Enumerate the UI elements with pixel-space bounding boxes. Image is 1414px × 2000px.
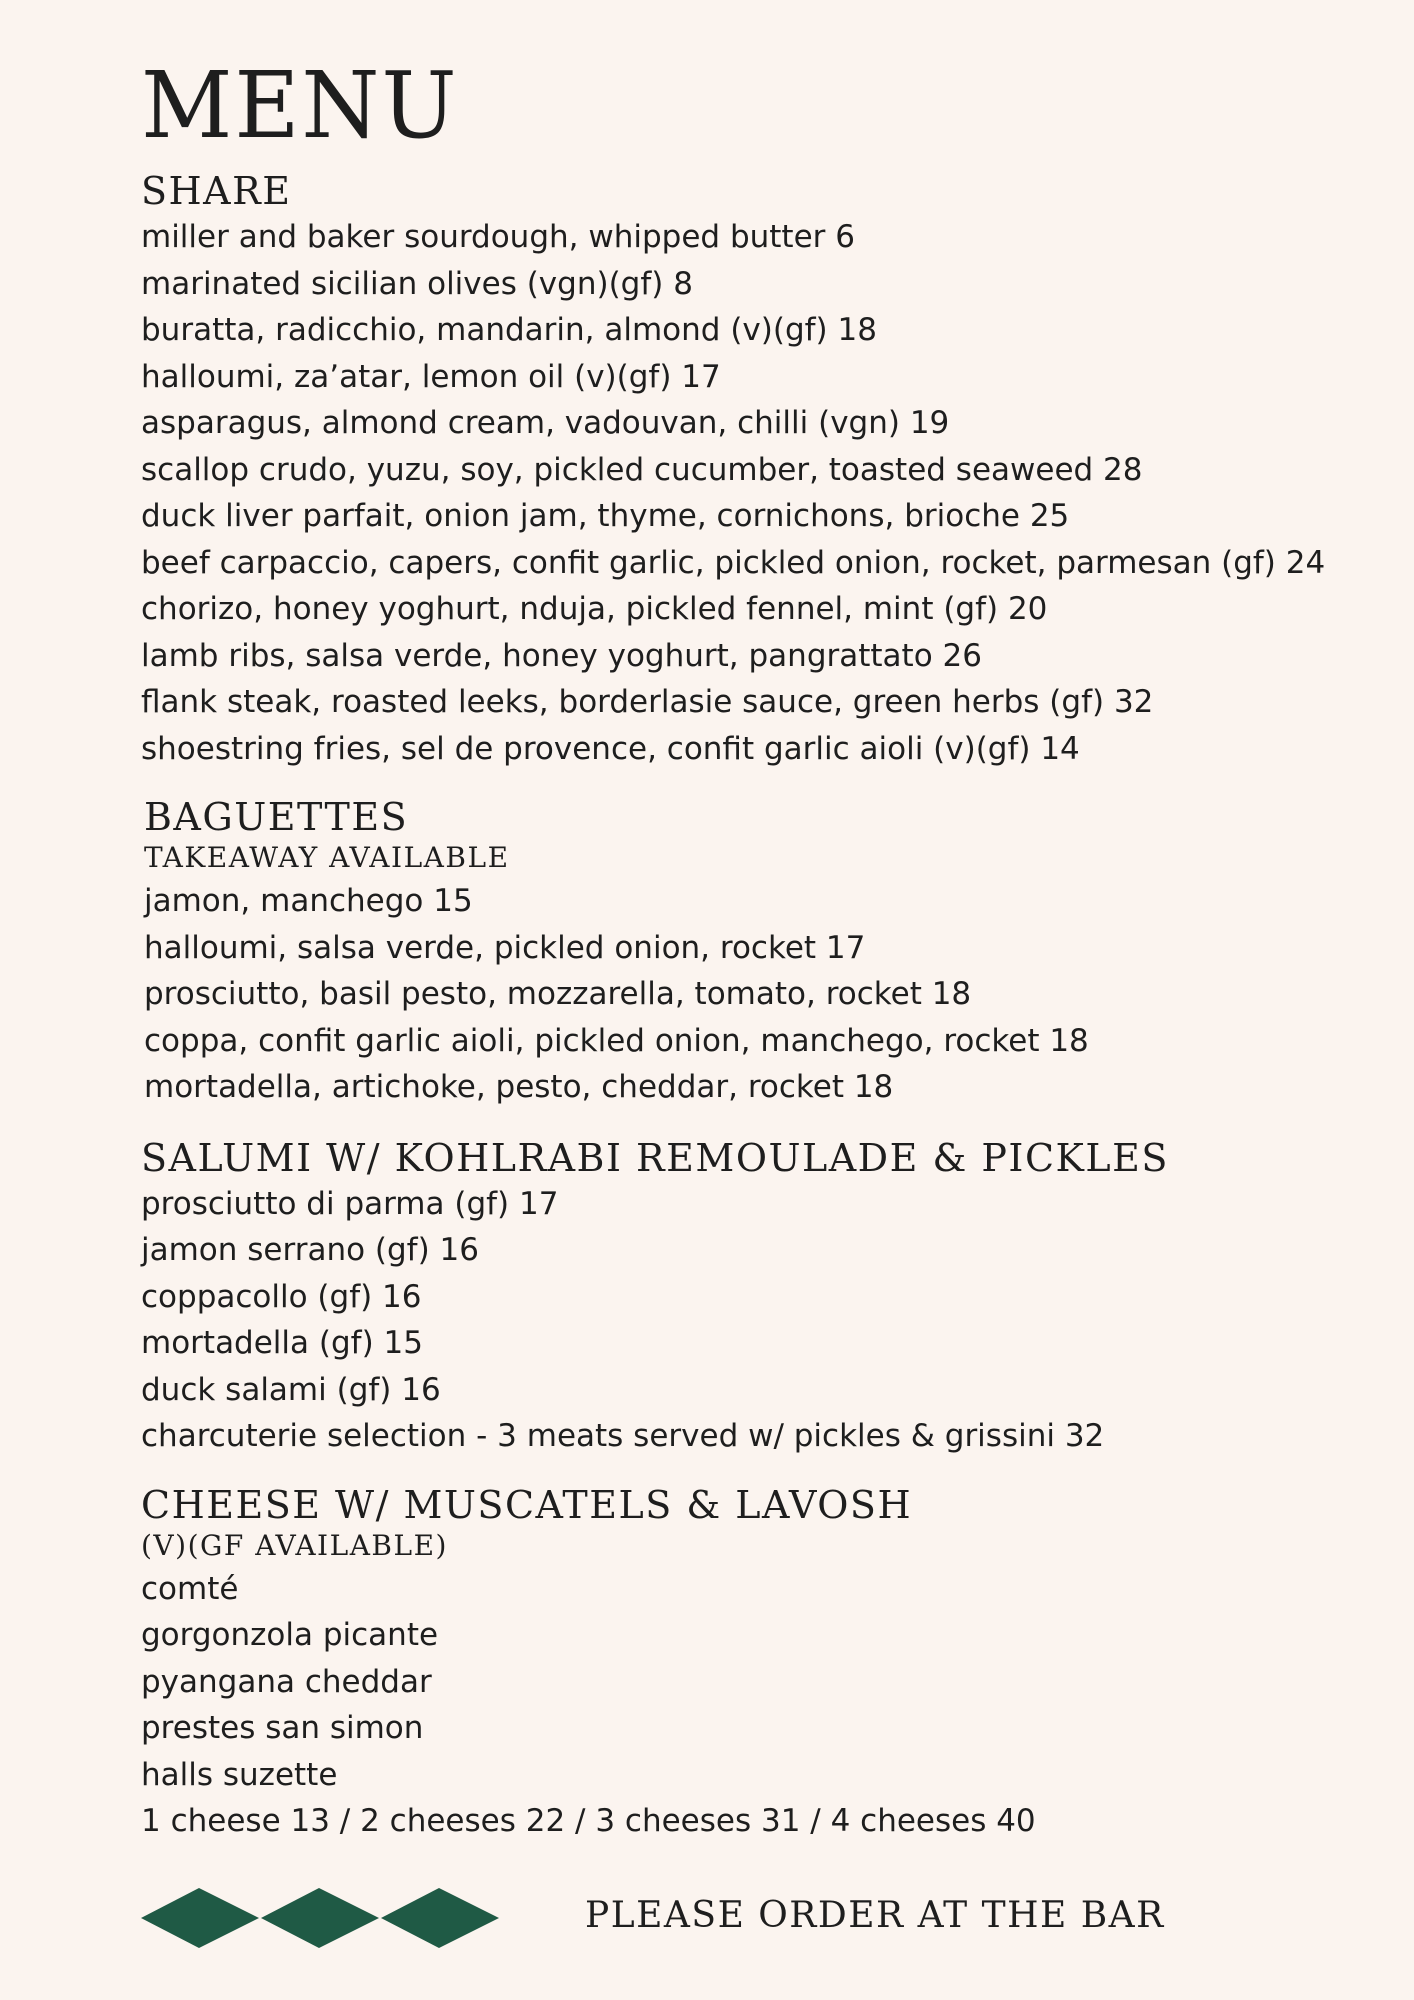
order-at-bar-note: PLEASE ORDER AT THE BAR: [585, 1895, 1165, 1936]
section-subtitle: TAKEAWAY AVAILABLE: [144, 841, 510, 874]
section-cheese: [141, 1482, 1341, 1845]
section-share: [141, 168, 1341, 772]
section-baguettes: [141, 794, 1341, 1111]
menu-item: miller and baker sourdough, whipped butter 6: [141, 219, 855, 255]
section-title: CHEESE W/ MUSCATELS & LAVOSH: [141, 1482, 913, 1527]
menu-item: charcuterie selection - 3 meats served w/ pickles & grissini 32: [141, 1418, 1105, 1454]
menu-item: prestes san simon: [141, 1710, 424, 1746]
menu-item: shoestring fries, sel de provence, confit garlic aioli (v)(gf) 14: [141, 730, 1080, 767]
section-title: BAGUETTES: [144, 795, 409, 839]
menu-item: duck liver parfait, onion jam, thyme, cornichons, brioche 25: [141, 498, 1070, 534]
menu-item-list: [141, 1181, 1341, 1460]
section-title: SALUMI W/ KOHLRABI REMOULADE & PICKLES: [141, 1135, 1169, 1180]
section-title: SHARE: [141, 169, 292, 213]
menu-item: buratta, radicchio, mandarin, almond (v)(gf) 18: [141, 312, 877, 348]
section-subtitle: (V)(GF AVAILABLE): [141, 1528, 448, 1562]
menu-item: duck salami (gf) 16: [141, 1371, 441, 1408]
menu-item: marinated sicilian olives (vgn)(gf) 8: [141, 265, 693, 302]
menu-item: beef carpaccio, capers, confit garlic, pickled onion, rocket, parmesan (gf) 24: [141, 544, 1326, 581]
menu-item: halls suzette: [141, 1756, 338, 1793]
section-salumi: [141, 1135, 1341, 1460]
menu-item: jamon serrano (gf) 16: [141, 1232, 479, 1268]
menu-item: coppacollo (gf) 16: [141, 1278, 422, 1315]
diamond-icon: [141, 1888, 259, 1948]
diamond-icon: [381, 1888, 499, 1948]
menu-item: lamb ribs, salsa verde, honey yoghurt, pangrattato 26: [141, 637, 982, 674]
menu-item: prosciutto di parma (gf) 17: [141, 1185, 559, 1222]
menu-item: mortadella, artichoke, pesto, cheddar, rocket 18: [144, 1069, 894, 1105]
menu-item: comté: [141, 1570, 239, 1607]
menu-item: halloumi, za’atar, lemon oil (v)(gf) 17: [141, 358, 721, 395]
menu-footer: [141, 1886, 1341, 1950]
menu-page: [141, 52, 1341, 1845]
menu-item: prosciutto, basil pesto, mozzarella, tomato, rocket 18: [144, 976, 972, 1012]
menu-item: halloumi, salsa verde, pickled onion, rocket 17: [144, 929, 866, 966]
menu-item: chorizo, honey yoghurt, nduja, pickled fennel, mint (gf) 20: [141, 591, 1048, 627]
menu-item: asparagus, almond cream, vadouvan, chilli (vgn) 19: [141, 405, 950, 441]
menu-item: 1 cheese 13 / 2 cheeses 22 / 3 cheeses 31 / 4 cheeses 40: [141, 1803, 1036, 1839]
menu-item-list: [144, 878, 1341, 1111]
diamond-icon: [261, 1888, 379, 1948]
menu-item-list: [141, 214, 1341, 772]
menu-item: jamon, manchego 15: [144, 883, 473, 919]
menu-item: scallop crudo, yuzu, soy, pickled cucumber, toasted seaweed 28: [141, 451, 1143, 488]
menu-item: flank steak, roasted leeks, borderlasie sauce, green herbs (gf) 32: [141, 684, 1154, 720]
menu-title: MENU: [141, 52, 459, 159]
menu-item: mortadella (gf) 15: [141, 1325, 423, 1361]
menu-item: pyangana cheddar: [141, 1663, 432, 1700]
menu-item: coppa, confit garlic aioli, pickled onion, manchego, rocket 18: [144, 1022, 1089, 1059]
menu-item: gorgonzola picante: [141, 1617, 439, 1653]
diamond-ornament: [141, 1886, 501, 1950]
menu-item-list: [141, 1566, 1341, 1845]
